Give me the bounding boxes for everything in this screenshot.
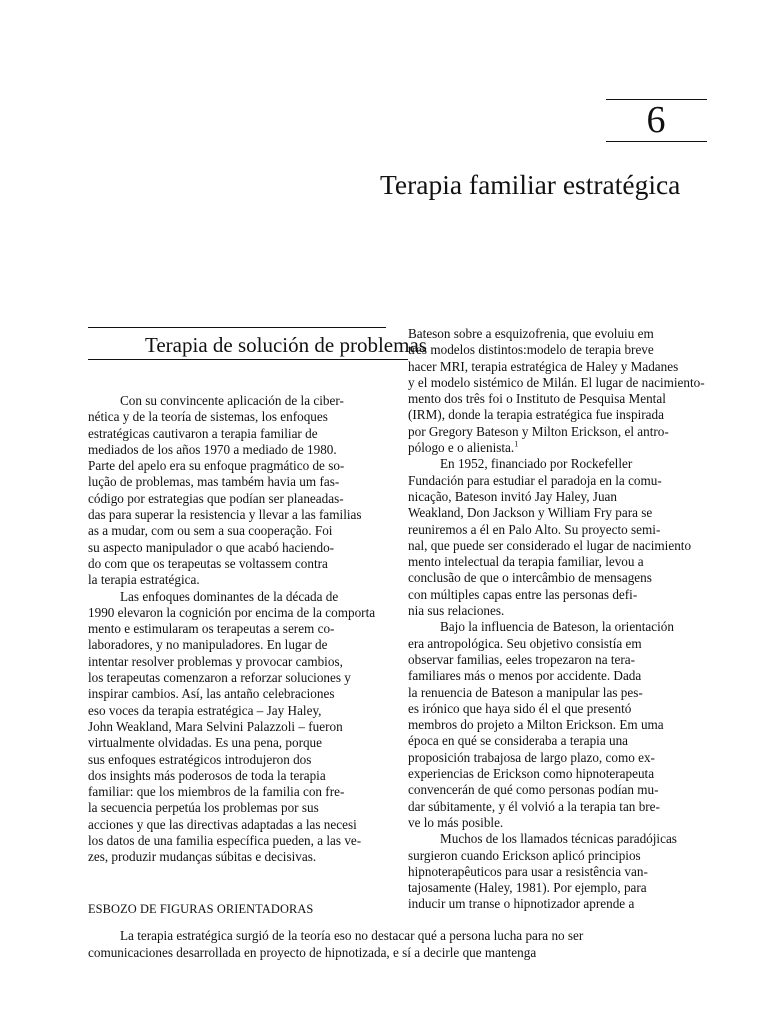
left-line: 1990 elevaron la cognición por encima de la comporta xyxy=(88,604,376,620)
chapter-number-bottom-rule xyxy=(606,141,707,142)
left-line: inspirar cambios. Así, las antaño celebraciones xyxy=(88,686,335,702)
right-line: con múltiples capas entre las personas defi- xyxy=(408,586,638,602)
section-bottom-rule xyxy=(88,359,408,360)
right-line: Bateson sobre a esquizofrenia, que evoluiu em xyxy=(408,326,654,341)
right-line: surgieron cuando Erickson aplicó principios xyxy=(408,847,641,863)
left-line: laboradores, y no manipuladores. En lugar de xyxy=(88,637,328,653)
right-line: es irónico que haya sido él el que presentó xyxy=(408,700,632,716)
chapter-number: 6 xyxy=(646,99,666,141)
section-title: Terapia de solución de problemas xyxy=(145,333,427,357)
left-line: lução de problemas, mas também havia um fas- xyxy=(88,474,340,490)
right-line: época en qué se consideraba a terapia una xyxy=(408,733,629,749)
right-line: Weakland, Don Jackson y William Fry para se xyxy=(408,505,653,521)
left-line: acciones y que las directivas adaptadas a las necesi xyxy=(88,816,357,832)
right-line: Muchos de los llamados técnicas paradójicas xyxy=(440,831,677,847)
right-line: por Gregory Bateson y Milton Erickson, el antro- xyxy=(408,423,669,439)
left-line: mediados de los años 1970 a mediado de 1980. xyxy=(88,441,337,457)
left-line: los datos de una familia específica pueden, a las ve- xyxy=(88,833,362,849)
right-line: conclusão de que o intercâmbio de mensagens xyxy=(408,570,652,586)
bottom-text xyxy=(88,927,708,961)
bottom-line: La terapia estratégica surgió de la teoría eso no destacar qué a persona lucha para no ser xyxy=(120,928,584,943)
left-column xyxy=(88,393,400,866)
right-line-text: pólogo e o alienista. xyxy=(408,440,515,456)
left-line: su aspecto manipulador o que acabó haciendo- xyxy=(88,539,335,555)
right-line: era antropológica. Seu objetivo consistía em xyxy=(408,635,642,651)
bottom-line: comunicaciones desarrollada en proyecto de hipnotizada, e sí a decirle que mantenga xyxy=(88,945,537,960)
left-line: la terapia estratégica. xyxy=(88,572,200,588)
left-line: as a mudar, com ou sem a sua cooperação. Foi xyxy=(88,523,333,539)
left-line: familiar: que los miembros de la familia con fre- xyxy=(88,784,345,800)
left-line: John Weakland, Mara Selvini Palazzoli – fueron xyxy=(88,718,343,734)
left-line: das para superar la resistencia y llevar a las familias xyxy=(88,507,362,523)
right-line: observar familias, eeles tropezaron na tera- xyxy=(408,651,636,667)
right-line: (IRM), donde la terapia estratégica fue inspirada xyxy=(408,407,664,423)
right-line: familiares más o menos por accidente. Dada xyxy=(408,668,642,684)
right-line: dar súbitamente, y él volvió a la terapia tan bre- xyxy=(408,798,660,814)
left-line: dos insights más poderosos de toda la terapia xyxy=(88,767,326,783)
right-line: experiencias de Erickson como hipnoterapeuta xyxy=(408,766,655,782)
left-line: los terapeutas comenzaron a reforzar soluciones y xyxy=(88,670,351,686)
right-line: nal, que puede ser considerado el lugar de nacimiento xyxy=(408,537,692,553)
right-line: En 1952, financiado por Rockefeller xyxy=(440,456,633,472)
left-line: virtualmente olvidadas. Es una pena, porque xyxy=(88,735,323,751)
left-line: Las enfoques dominantes de la década de xyxy=(120,588,339,604)
right-line: membros do projeto a Milton Erickson. Em uma xyxy=(408,717,664,733)
left-line: código por estrategias que podían ser planeadas- xyxy=(88,490,344,506)
right-line: proposición trabajosa de largo plazo, como ex- xyxy=(408,749,655,765)
subheading: ESBOZO DE FIGURAS ORIENTADORAS xyxy=(88,902,314,916)
right-line: mento dos três foi o Instituto de Pesquisa Mental xyxy=(408,391,666,407)
right-line: convencerán de qué como personas podían mu- xyxy=(408,782,659,798)
footnote-marker: 1 xyxy=(514,439,519,449)
right-line: la renuencia de Bateson a manipular las pes- xyxy=(408,684,643,700)
right-line: Fundación para estudiar el paradoja en la comu- xyxy=(408,472,662,488)
right-column xyxy=(408,326,746,913)
right-line: ve lo más posible. xyxy=(408,814,504,830)
right-line: Bajo la influencia de Bateson, la orientación xyxy=(440,619,674,635)
right-line: hacer MRI, terapia estratégica de Haley y Madanes xyxy=(408,358,679,374)
right-line xyxy=(408,440,746,456)
left-line: nética y de la teoría de sistemas, los enfoques xyxy=(88,409,328,425)
right-line: hipnoterapêuticos para usar a resistência van- xyxy=(408,863,648,879)
right-line: inducir um transe o hipnotizador aprende a xyxy=(408,896,635,912)
right-line: reuniremos a él en Palo Alto. Su proyecto semi- xyxy=(408,521,661,537)
left-line: intentar resolver problemas y provocar cambios, xyxy=(88,653,343,669)
right-line: y el modelo sistémico de Milán. El lugar de nacimiento- xyxy=(408,374,705,390)
left-line: eso voces da terapia estratégica – Jay Haley, xyxy=(88,702,322,718)
section-top-rule xyxy=(88,327,386,328)
left-line: Con su convincente aplicación de la ciber- xyxy=(120,393,344,408)
chapter-title: Terapia familiar estratégica xyxy=(380,169,681,200)
right-line: tres modelos distintos:modelo de terapia breve xyxy=(408,342,654,358)
left-line: sus enfoques estratégicos introdujeron dos xyxy=(88,751,312,767)
right-line: nia sus relaciones. xyxy=(408,603,505,619)
right-line: nicação, Bateson invitó Jay Haley, Juan xyxy=(408,488,617,504)
left-line: mento e estimularam os terapeutas a serem co- xyxy=(88,621,335,637)
right-line: tajosamente (Haley, 1981). Por ejemplo, para xyxy=(408,880,647,896)
left-line: zes, produzir mudanças súbitas e decisivas. xyxy=(88,849,317,865)
left-line: do com que os terapeutas se voltassem contra xyxy=(88,555,328,571)
left-line: estratégicas cautivaron a terapia familiar de xyxy=(88,425,318,441)
left-line: Parte del apelo era su enfoque pragmático de so- xyxy=(88,458,345,474)
right-line: mento intelectual da terapia familiar, levou a xyxy=(408,554,644,570)
left-line: la secuencia perpetúa los problemas por sus xyxy=(88,800,319,816)
